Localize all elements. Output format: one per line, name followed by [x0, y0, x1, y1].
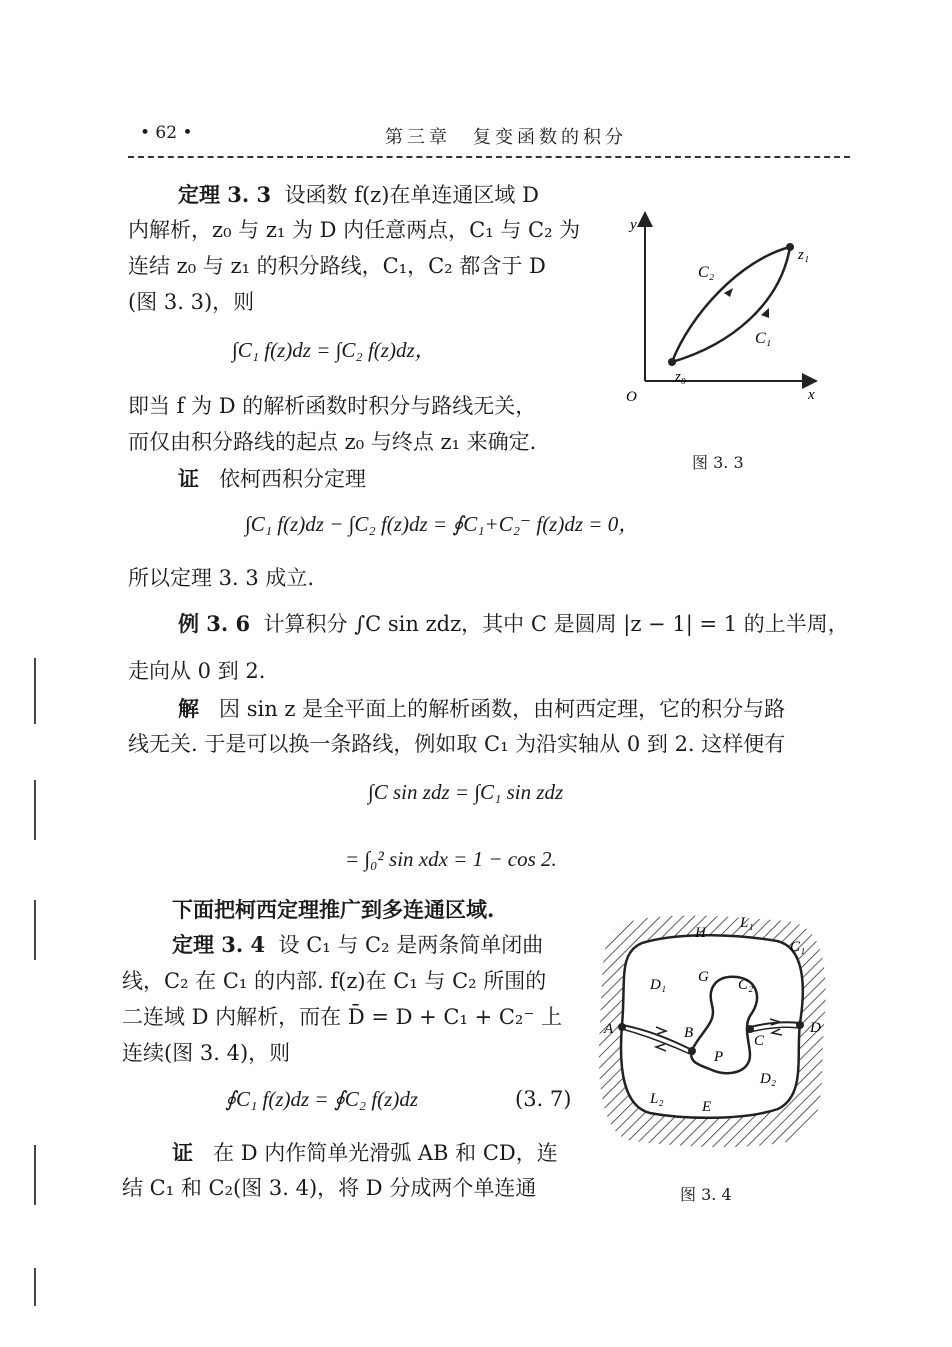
theorem-3-3-line5: 即当 f 为 D 的解析函数时积分与路线无关，: [128, 394, 537, 418]
proof-3-3-line: [178, 462, 366, 496]
label-g: G: [698, 969, 709, 985]
margin-bar: [34, 658, 36, 724]
theorem-3-3-line1: 设函数 f(z)在单连通区域 D: [284, 183, 539, 207]
solution-3-6-line1: 因 sin z 是全平面上的解析函数，由柯西定理，它的积分与路: [219, 697, 786, 721]
theorem-3-3-label: 定理 3. 3: [178, 182, 272, 207]
figure-3-3-caption: 图 3. 3: [692, 453, 744, 472]
label-d: D: [810, 1020, 821, 1036]
theorem-3-4-label: 定理 3. 4: [172, 932, 266, 957]
proof-3-4-line1: 在 D 内作简单光滑弧 AB 和 CD，连: [213, 1141, 558, 1165]
label-c: C: [754, 1033, 765, 1049]
point-d: [796, 1021, 804, 1029]
theorem-3-3-line6: 而仅由积分路线的起点 z₀ 与终点 z₁ 来确定.: [128, 430, 537, 454]
theorem-3-4-line3: 二连域 D 内解析，而在 D̄ = D + C₁ + C₂⁻ 上: [122, 1005, 563, 1029]
label-y: y: [630, 217, 637, 233]
point-z0: [668, 358, 676, 366]
label-z1: z₁: [798, 247, 810, 263]
proof-3-3-text: 依柯西积分定理: [219, 467, 367, 491]
proof-3-4-first-line: [172, 1136, 558, 1170]
label-z0: z₀: [675, 369, 687, 385]
label-h: H: [695, 925, 706, 941]
label-c2: C₂: [698, 264, 715, 281]
proof-3-3-formula: ∫C₁ f(z)dz − ∫C₂ f(z)dz = ∮C₁+C₂⁻ f(z)dz = 0，: [245, 512, 640, 536]
point-c: [746, 1025, 754, 1033]
figure-3-4-caption: 图 3. 4: [680, 1185, 732, 1204]
figure-3-3: [620, 205, 825, 415]
theorem-3-4-line1: 设 C₁ 与 C₂ 是两条简单闭曲: [278, 933, 544, 957]
example-3-6-line2: 走向从 0 到 2.: [128, 659, 266, 683]
label-c1: C₁: [755, 330, 772, 347]
solution-3-6-formula1: ∫C sin zdz = ∫C₁ sin zdz: [368, 780, 564, 804]
solution-3-6-line2: 线无关. 于是可以换一条路线，例如取 C₁ 为沿实轴从 0 到 2. 这样便有: [128, 732, 786, 756]
proof-3-4-label: 证: [172, 1140, 193, 1165]
point-b: [688, 1047, 696, 1055]
theorem-3-3-first-line: [178, 178, 539, 212]
theorem-3-3-formula: ∫C₁ f(z)dz = ∫C₂ f(z)dz，: [232, 338, 436, 362]
point-a: [618, 1023, 626, 1031]
margin-bar: [34, 1145, 36, 1205]
theorem-3-4-first-line: [172, 928, 543, 962]
margin-bar: [34, 1268, 36, 1306]
example-3-6-line1: 计算积分 ∫C sin zdz，其中 C 是圆周 |z − 1| = 1 的上半周，: [263, 612, 849, 636]
margin-bar: [34, 900, 36, 960]
label-x: x: [808, 387, 815, 403]
equation-number: (3. 7): [515, 1087, 572, 1111]
label-c1: C₁: [790, 939, 806, 955]
example-3-6-label: 例 3. 6: [178, 611, 251, 636]
theorem-3-3-line3: 连结 z₀ 与 z₁ 的积分路线，C₁，C₂ 都含于 D: [128, 254, 546, 278]
label-e: E: [702, 1099, 712, 1115]
margin-bar: [34, 780, 36, 840]
label-origin: O: [626, 389, 637, 405]
label-l2: L₂: [650, 1091, 664, 1107]
proof-3-4-line2: 结 C₁ 和 C₂(图 3. 4)，将 D 分成两个单连通: [122, 1176, 537, 1200]
proof-3-3-label: 证: [178, 466, 199, 491]
theorem-3-3-line2: 内解析，z₀ 与 z₁ 为 D 内任意两点，C₁ 与 C₂ 为: [128, 218, 581, 242]
proof-3-3-conclusion: 所以定理 3. 3 成立.: [128, 566, 315, 590]
label-c2: C₂: [738, 977, 754, 993]
figure-3-4: [592, 905, 837, 1155]
theorem-3-4-line4: 连续(图 3. 4)，则: [122, 1041, 291, 1065]
arrow-c2: [724, 288, 733, 297]
label-d1: D₁: [650, 977, 667, 993]
label-a: A: [604, 1021, 614, 1037]
solution-3-6-first-line: [178, 692, 785, 726]
curve-c1: [672, 247, 790, 362]
curve-c2: [672, 247, 790, 362]
theorem-3-4-line2: 线，C₂ 在 C₁ 的内部. f(z)在 C₁ 与 C₂ 所围的: [122, 969, 547, 993]
theorem-3-4-formula: ∮C₁ f(z)dz = ∮C₂ f(z)dz: [225, 1087, 418, 1111]
page-number: • 62 •: [140, 123, 193, 143]
chapter-title: 第三章 复变函数的积分: [385, 127, 627, 148]
label-l1: L₁: [740, 915, 754, 931]
arrow-c1: [761, 308, 769, 318]
header-rule: [128, 156, 850, 158]
label-b: B: [684, 1025, 694, 1041]
point-z1: [786, 243, 794, 251]
solution-3-6-formula2: = ∫₀² sin xdx = 1 − cos 2.: [345, 847, 557, 871]
transition-sentence: 下面把柯西定理推广到多连通区域.: [172, 897, 495, 922]
theorem-3-3-line4: (图 3. 3)，则: [128, 290, 255, 314]
example-3-6-first-line: [178, 607, 849, 641]
label-p: P: [714, 1049, 724, 1065]
solution-3-6-label: 解: [178, 696, 199, 721]
label-d2: D₂: [760, 1071, 777, 1087]
